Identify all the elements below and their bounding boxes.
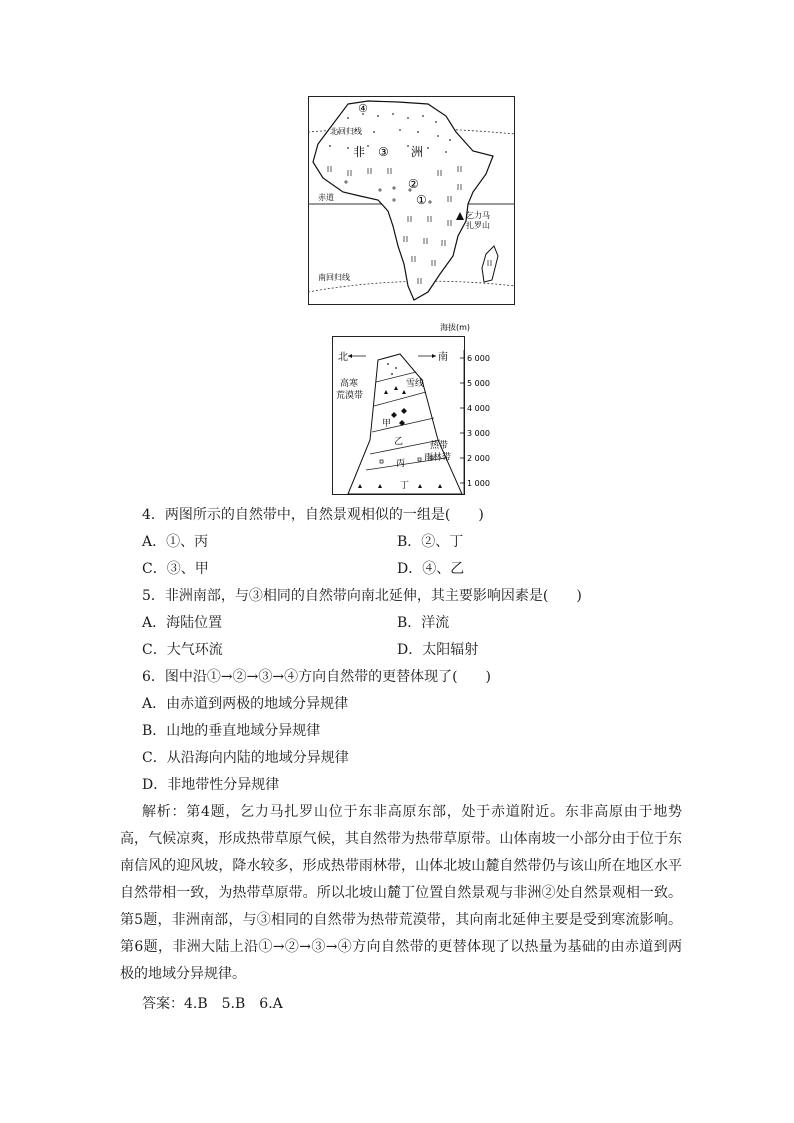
q4-option-c: C．③、甲: [142, 561, 209, 577]
label-num1: ①: [416, 193, 427, 207]
q6-option-d: D．非地带性分异规律: [142, 777, 280, 793]
q6-option-b: B．山地的垂直地域分异规律: [142, 723, 321, 739]
label-rain-1: 热带: [430, 441, 449, 451]
q4-option-d: D．④、乙: [397, 561, 465, 577]
label-jia: 甲: [382, 419, 392, 429]
label-equator: 赤道: [318, 193, 334, 202]
africa-map: [308, 96, 515, 305]
label-south: 南: [438, 352, 448, 363]
label-bing: 丙: [396, 459, 406, 469]
question-4: 4．两图所示的自然带中，自然景观相似的一组是( ): [142, 507, 484, 523]
label-kili-1: 乞力马: [466, 211, 490, 220]
kilimanjaro-profile: [330, 320, 500, 498]
label-fei: 非: [353, 145, 366, 159]
label-yi: 乙: [394, 437, 404, 447]
label-rain-2: 雨林带: [424, 453, 452, 463]
question-5: 5．非洲南部，与③相同的自然带向南北延伸，其主要影响因素是( ): [142, 588, 582, 604]
q4-option-a: A．①、丙: [142, 534, 209, 550]
q5-option-b: B．洋流: [397, 615, 450, 631]
q4-option-b: B．②、丁: [397, 534, 464, 550]
axis-title: 海拔(m): [440, 323, 471, 332]
tick-4000: 4 000: [467, 404, 490, 413]
analysis-paragraph: 解析：第4题，乞力马扎罗山位于东非高原东部，处于赤道附近。东非高原由于地势高，气候凉爽，形成热带草原气候，其自然带为热带草原带。山体南坡一小部分由于位于东南信风的迎风坡，降水较多，形成热带雨林带，山体北坡山麓自然带仍与该山所在地区水平自然带相一致，为热带草原带。所以北坡山麓丁位置自然景观与非洲②处自然景观相一致。第5题，非洲南部，与③相同的自然带为热带荒漠带，其向南北延伸主要是受到寒流影响。第6题，非洲大陆上沿①→②→③→④方向自然带的更替体现了以热量为基础的由赤道到两极的地域分异规律。: [120, 804, 682, 982]
q6-option-a: A．由赤道到两极的地域分异规律: [142, 696, 349, 712]
label-zhou: 洲: [411, 145, 424, 159]
label-north: 北: [338, 352, 348, 363]
label-num2: ②: [408, 177, 419, 191]
label-gaohan-1: 高寒: [340, 379, 359, 389]
label-num3: ③: [378, 145, 389, 159]
label-tropic-s: 南回归线: [318, 273, 350, 282]
q5-option-c: C．大气环流: [142, 642, 223, 658]
tick-1000: 1 000: [467, 479, 490, 488]
label-tropic-n: 北回归线: [330, 127, 362, 136]
tick-3000: 3 000: [467, 429, 490, 438]
q6-option-c: C．从沿海向内陆的地域分异规律: [142, 750, 349, 766]
tick-6000: 6 000: [467, 354, 490, 363]
label-kili-2: 扎罗山: [466, 221, 490, 230]
label-num4: ④: [358, 102, 368, 115]
answer-line: 答案：4.B 5.B 6.A: [142, 996, 283, 1012]
question-6: 6．图中沿①→②→③→④方向自然带的更替体现了( ): [142, 669, 492, 685]
label-snowline: 雪线: [406, 379, 425, 389]
label-ding: 丁: [400, 481, 410, 491]
tick-2000: 2 000: [467, 454, 490, 463]
q5-option-a: A．海陆位置: [142, 615, 223, 631]
q5-option-d: D．太阳辐射: [397, 642, 479, 658]
tick-5000: 5 000: [467, 379, 490, 388]
label-gaohan-2: 荒漠带: [336, 391, 364, 401]
